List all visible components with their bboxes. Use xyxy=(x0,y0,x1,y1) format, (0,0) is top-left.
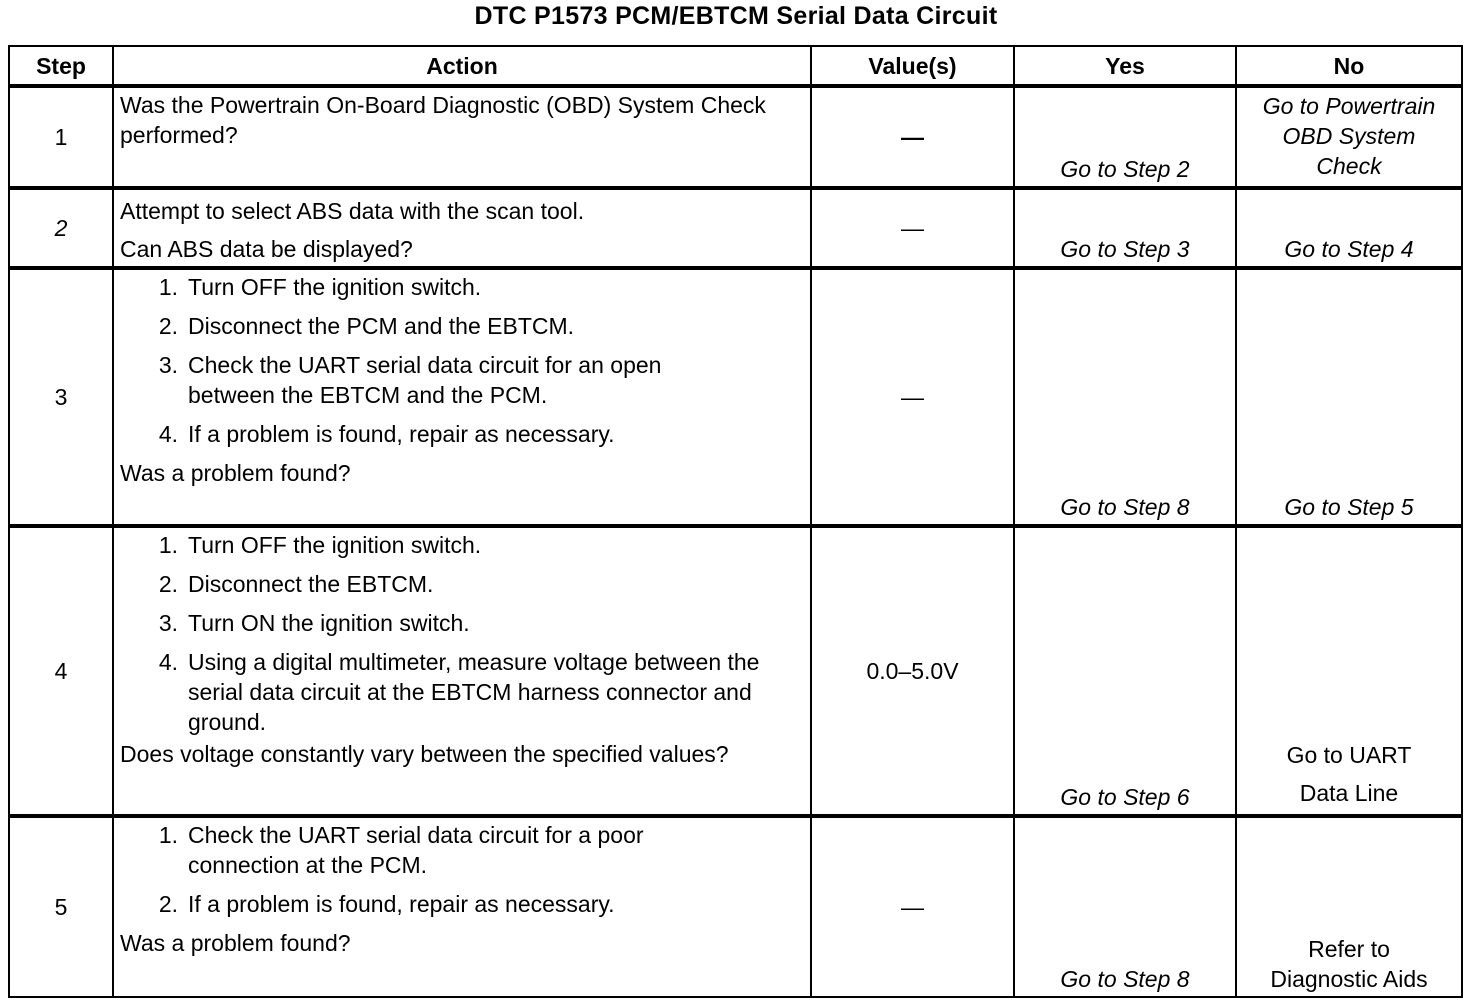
diagnostic-table xyxy=(8,45,1463,998)
no-link: Go to UART Data Line xyxy=(1286,742,1412,806)
action-question: Can ABS data be displayed? xyxy=(120,236,413,262)
action-step-item: 2. Disconnect the PCM and the EBTCM. xyxy=(158,313,575,339)
value-cell: 0.0–5.0V xyxy=(811,526,1014,816)
page-title: DTC P1573 PCM/EBTCM Serial Data Circuit xyxy=(474,2,998,30)
action-steps-list xyxy=(120,820,806,928)
action-step-item: 2. Disconnect the EBTCM. xyxy=(158,571,434,597)
yes-cell xyxy=(1014,86,1236,188)
no-cell xyxy=(1236,188,1462,268)
column-header-no: No xyxy=(1236,46,1462,86)
action-text: Was the Powertrain On-Board Diagnostic (OBD) System Check performed? xyxy=(120,92,766,148)
action-steps-list xyxy=(120,272,806,458)
action-cell xyxy=(113,188,811,268)
action-text: Attempt to select ABS data with the scan tool. xyxy=(120,198,585,224)
yes-link: Go to Step 8 xyxy=(1060,494,1190,520)
yes-link: Go to Step 3 xyxy=(1060,236,1190,262)
table-row-step-3 xyxy=(9,268,1462,526)
table-row-step-5 xyxy=(9,816,1462,997)
no-cell xyxy=(1236,816,1462,997)
no-link: Go to Powertrain OBD System Check xyxy=(1262,93,1436,179)
table-row-step-4 xyxy=(9,526,1462,816)
step-number: 4 xyxy=(9,526,113,816)
no-link: Go to Step 4 xyxy=(1284,236,1414,262)
yes-cell xyxy=(1014,526,1236,816)
table-header-row xyxy=(9,46,1462,86)
step-number: 3 xyxy=(9,268,113,526)
column-header-action: Action xyxy=(113,46,811,86)
table-row-step-2 xyxy=(9,188,1462,268)
action-step-item: 3. Check the UART serial data circuit for an open between the EBTCM and the PCM. xyxy=(158,352,662,408)
action-step-item: 1. Check the UART serial data circuit for a poor connection at the PCM. xyxy=(158,822,644,878)
step-number: 1 xyxy=(9,86,113,188)
column-header-step: Step xyxy=(9,46,113,86)
action-cell xyxy=(113,268,811,526)
action-step-item: 3. Turn ON the ignition switch. xyxy=(158,610,470,636)
table-row-step-1 xyxy=(9,86,1462,188)
yes-cell xyxy=(1014,188,1236,268)
action-question: Does voltage constantly vary between the specified values? xyxy=(120,741,729,767)
action-cell xyxy=(113,816,811,997)
action-step-item: 2. If a problem is found, repair as necessary. xyxy=(158,891,615,917)
value-cell: — xyxy=(811,188,1014,268)
value-cell: — xyxy=(811,86,1014,188)
action-steps-list xyxy=(120,530,806,739)
value-cell: — xyxy=(811,816,1014,997)
no-link: Refer to Diagnostic Aids xyxy=(1270,936,1428,992)
yes-link: Go to Step 2 xyxy=(1060,156,1190,182)
step-number: 5 xyxy=(9,816,113,997)
action-question: Was a problem found? xyxy=(120,930,351,956)
step-number: 2 xyxy=(9,188,113,268)
action-cell xyxy=(113,86,811,188)
no-cell xyxy=(1236,268,1462,526)
action-step-item: 1. Turn OFF the ignition switch. xyxy=(158,274,482,300)
no-cell xyxy=(1236,86,1462,188)
action-cell xyxy=(113,526,811,816)
yes-link: Go to Step 8 xyxy=(1060,966,1190,992)
yes-cell xyxy=(1014,816,1236,997)
value-cell: — xyxy=(811,268,1014,526)
no-link: Go to Step 5 xyxy=(1284,494,1414,520)
yes-link: Go to Step 6 xyxy=(1060,784,1190,810)
column-header-yes: Yes xyxy=(1014,46,1236,86)
no-cell xyxy=(1236,526,1462,816)
action-step-item: 4. If a problem is found, repair as necessary. xyxy=(158,421,615,447)
column-header-values: Value(s) xyxy=(811,46,1014,86)
yes-cell xyxy=(1014,268,1236,526)
action-step-item: 1. Turn OFF the ignition switch. xyxy=(158,532,482,558)
action-step-item: 4. Using a digital multimeter, measure voltage between the serial data circuit at the EBTCM harness connector and ground. xyxy=(158,649,760,735)
action-question: Was a problem found? xyxy=(120,460,351,486)
